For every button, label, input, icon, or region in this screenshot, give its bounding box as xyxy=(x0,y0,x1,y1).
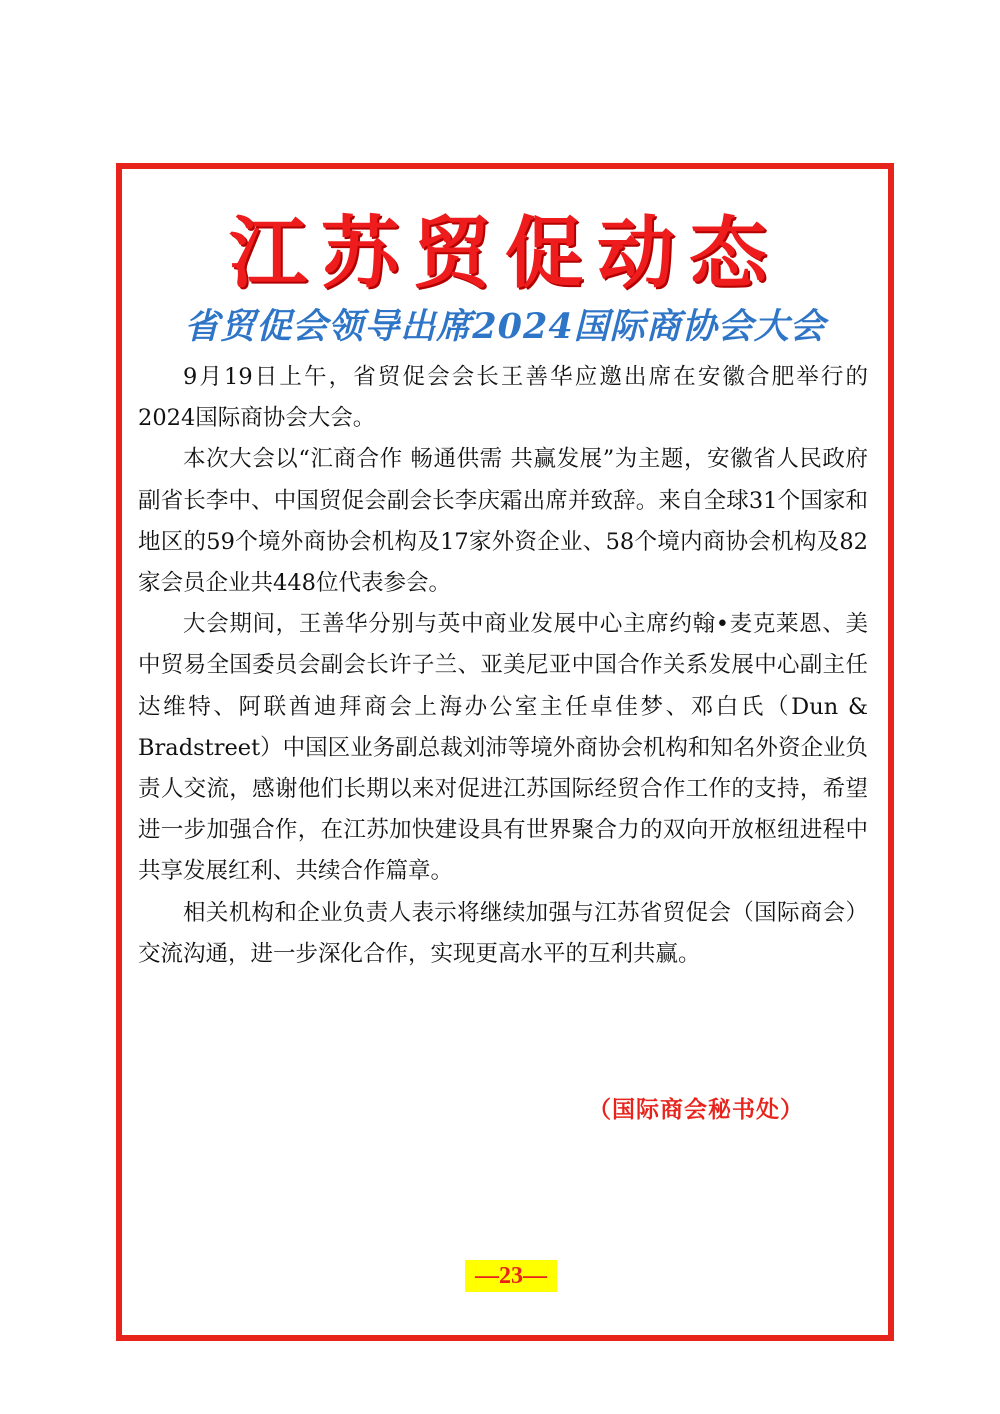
paragraph-2: 本次大会以“汇商合作 畅通供需 共赢发展”为主题，安徽省人民政府副省长李中、中国贸促会副会长李庆霜出席并致辞。来自全球31个国家和地区的59个境外商协会机构及17家外资企业、58个境内商协会机构及82家会员企业共448位代表参会。 xyxy=(138,446,868,597)
paragraph-4: 相关机构和企业负责人表示将继续加强与江苏省贸促会（国际商会）交流沟通，进一步深化合作，实现更高水平的互利共赢。 xyxy=(138,899,868,967)
paragraph-3: 大会期间，王善华分别与英中商业发展中心主席约翰•麦克莱恩、美中贸易全国委员会副会长许子兰、亚美尼亚中国合作关系发展中心副主任达维特、阿联酋迪拜商会上海办公室主任卓佳梦、邓白氏（Dun & Bradstreet）中国区业务副总裁刘沛等境外商协会机构和知名外资企业负责人交流，感谢他们长期以来对促进江苏国际经贸合作工作的支持，希望进一步加强合作，在江苏加快建设具有世界聚合力的双向开放枢纽进程中共享发展红利、共续合作篇章。 xyxy=(138,611,868,885)
article-source: （国际商会秘书处） xyxy=(588,1096,804,1123)
page-number: —23— xyxy=(465,1260,557,1292)
article-headline: 省贸促会领导出席2024国际商协会大会 xyxy=(184,306,826,347)
masthead-title: 江苏贸促动态 xyxy=(228,208,781,299)
page-frame xyxy=(116,163,894,1341)
paragraph-1: 9月19日上午，省贸促会会长王善华应邀出席在安徽合肥举行的2024国际商协会大会。 xyxy=(138,364,868,432)
article-body xyxy=(138,357,868,975)
